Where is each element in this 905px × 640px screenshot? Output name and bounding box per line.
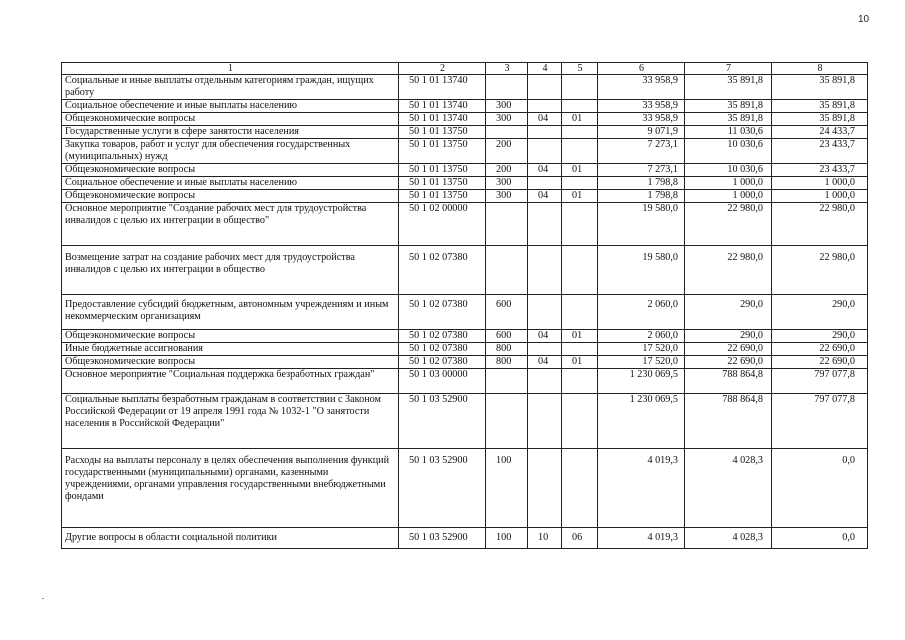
row-code-cell: 50 1 03 00000	[399, 369, 486, 394]
row-code-cell: 50 1 01 13740	[399, 75, 486, 100]
header-cell: 7	[685, 63, 772, 75]
row-expense-type-cell: 800	[486, 356, 528, 369]
row-name-cell: Расходы на выплаты персоналу в целях обеспечения выполнения функций государственными (муниципальными) органами, казенными учреждениями, органами управления государственными внебюджетными фондами	[62, 449, 399, 528]
row-expense-type-cell: 600	[486, 295, 528, 330]
budget-table	[61, 62, 868, 549]
table-row	[62, 203, 868, 246]
row-section-cell	[528, 449, 562, 528]
row-section-cell: 04	[528, 113, 562, 126]
table-row	[62, 394, 868, 449]
row-section-cell	[528, 343, 562, 356]
row-expense-type-cell	[486, 203, 528, 246]
row-code-cell: 50 1 01 13750	[399, 164, 486, 177]
row-subsection-cell	[562, 100, 598, 113]
row-value-col8-cell: 22 690,0	[772, 356, 868, 369]
row-value-col6-cell: 1 230 069,5	[598, 394, 685, 449]
row-subsection-cell	[562, 246, 598, 295]
row-code-cell: 50 1 01 13750	[399, 139, 486, 164]
row-subsection-cell: 01	[562, 113, 598, 126]
row-section-cell: 04	[528, 164, 562, 177]
table-row	[62, 369, 868, 394]
row-name-cell: Закупка товаров, работ и услуг для обеспечения государственных (муниципальных) нужд	[62, 139, 399, 164]
table-row	[62, 449, 868, 528]
row-value-col8-cell: 0,0	[772, 528, 868, 549]
row-value-col6-cell: 9 071,9	[598, 126, 685, 139]
row-value-col7-cell: 35 891,8	[685, 75, 772, 100]
scan-speck	[42, 598, 44, 599]
row-section-cell	[528, 126, 562, 139]
row-value-col8-cell: 24 433,7	[772, 126, 868, 139]
table-row	[62, 190, 868, 203]
row-value-col7-cell: 35 891,8	[685, 100, 772, 113]
row-subsection-cell: 01	[562, 330, 598, 343]
row-value-col7-cell: 22 690,0	[685, 343, 772, 356]
table-row	[62, 356, 868, 369]
row-value-col8-cell: 797 077,8	[772, 394, 868, 449]
header-cell: 1	[62, 63, 399, 75]
row-value-col8-cell: 23 433,7	[772, 139, 868, 164]
row-value-col6-cell: 2 060,0	[598, 330, 685, 343]
row-section-cell	[528, 177, 562, 190]
row-value-col6-cell: 33 958,9	[598, 100, 685, 113]
row-value-col6-cell: 1 798,8	[598, 190, 685, 203]
row-subsection-cell	[562, 449, 598, 528]
row-subsection-cell	[562, 177, 598, 190]
row-section-cell	[528, 75, 562, 100]
row-section-cell: 04	[528, 330, 562, 343]
row-value-col8-cell: 1 000,0	[772, 177, 868, 190]
row-name-cell: Социальное обеспечение и иные выплаты населению	[62, 100, 399, 113]
row-expense-type-cell: 200	[486, 139, 528, 164]
row-code-cell: 50 1 02 07380	[399, 343, 486, 356]
row-subsection-cell	[562, 394, 598, 449]
row-value-col6-cell: 7 273,1	[598, 164, 685, 177]
row-value-col8-cell: 35 891,8	[772, 75, 868, 100]
row-expense-type-cell: 100	[486, 449, 528, 528]
row-value-col6-cell: 17 520,0	[598, 343, 685, 356]
row-code-cell: 50 1 02 00000	[399, 203, 486, 246]
row-section-cell	[528, 246, 562, 295]
row-section-cell	[528, 139, 562, 164]
row-expense-type-cell	[486, 75, 528, 100]
table-row	[62, 246, 868, 295]
row-value-col6-cell: 1 798,8	[598, 177, 685, 190]
row-expense-type-cell: 300	[486, 100, 528, 113]
row-value-col8-cell: 35 891,8	[772, 113, 868, 126]
row-value-col6-cell: 4 019,3	[598, 528, 685, 549]
row-section-cell	[528, 100, 562, 113]
row-value-col6-cell: 19 580,0	[598, 203, 685, 246]
row-name-cell: Общеэкономические вопросы	[62, 164, 399, 177]
row-section-cell	[528, 295, 562, 330]
row-code-cell: 50 1 02 07380	[399, 330, 486, 343]
row-subsection-cell	[562, 295, 598, 330]
header-cell: 4	[528, 63, 562, 75]
row-expense-type-cell	[486, 126, 528, 139]
row-value-col7-cell: 22 980,0	[685, 246, 772, 295]
header-cell: 5	[562, 63, 598, 75]
row-code-cell: 50 1 01 13740	[399, 113, 486, 126]
row-value-col6-cell: 4 019,3	[598, 449, 685, 528]
row-value-col6-cell: 33 958,9	[598, 113, 685, 126]
row-subsection-cell	[562, 139, 598, 164]
row-name-cell: Другие вопросы в области социальной политики	[62, 528, 399, 549]
row-value-col7-cell: 10 030,6	[685, 139, 772, 164]
row-value-col7-cell: 290,0	[685, 295, 772, 330]
row-value-col8-cell: 22 980,0	[772, 203, 868, 246]
row-name-cell: Иные бюджетные ассигнования	[62, 343, 399, 356]
table-row	[62, 100, 868, 113]
row-subsection-cell: 06	[562, 528, 598, 549]
row-value-col8-cell: 23 433,7	[772, 164, 868, 177]
row-name-cell: Государственные услуги в сфере занятости населения	[62, 126, 399, 139]
row-value-col8-cell: 797 077,8	[772, 369, 868, 394]
row-section-cell: 04	[528, 356, 562, 369]
row-name-cell: Социальные и иные выплаты отдельным категориям граждан, ищущих работу	[62, 75, 399, 100]
row-name-cell: Общеэкономические вопросы	[62, 113, 399, 126]
row-code-cell: 50 1 02 07380	[399, 356, 486, 369]
row-expense-type-cell: 300	[486, 190, 528, 203]
table-row	[62, 164, 868, 177]
row-name-cell: Общеэкономические вопросы	[62, 356, 399, 369]
row-subsection-cell	[562, 75, 598, 100]
table-row	[62, 343, 868, 356]
row-code-cell: 50 1 02 07380	[399, 246, 486, 295]
table-row	[62, 126, 868, 139]
table-row	[62, 177, 868, 190]
row-name-cell: Возмещение затрат на создание рабочих мест для трудоустройства инвалидов с целью их интеграции в общество	[62, 246, 399, 295]
row-value-col6-cell: 19 580,0	[598, 246, 685, 295]
row-value-col8-cell: 290,0	[772, 295, 868, 330]
table-row	[62, 528, 868, 549]
row-value-col6-cell: 1 230 069,5	[598, 369, 685, 394]
row-subsection-cell: 01	[562, 164, 598, 177]
row-name-cell: Общеэкономические вопросы	[62, 330, 399, 343]
row-code-cell: 50 1 03 52900	[399, 528, 486, 549]
row-value-col7-cell: 22 690,0	[685, 356, 772, 369]
table-header-row	[62, 63, 868, 75]
row-value-col7-cell: 4 028,3	[685, 449, 772, 528]
row-value-col7-cell: 11 030,6	[685, 126, 772, 139]
header-cell: 8	[772, 63, 868, 75]
row-value-col8-cell: 290,0	[772, 330, 868, 343]
row-code-cell: 50 1 03 52900	[399, 394, 486, 449]
row-section-cell	[528, 203, 562, 246]
row-code-cell: 50 1 01 13740	[399, 100, 486, 113]
row-value-col7-cell: 290,0	[685, 330, 772, 343]
row-value-col7-cell: 788 864,8	[685, 394, 772, 449]
row-value-col8-cell: 22 980,0	[772, 246, 868, 295]
row-expense-type-cell	[486, 394, 528, 449]
row-expense-type-cell	[486, 246, 528, 295]
row-expense-type-cell: 300	[486, 177, 528, 190]
page-number: 10	[858, 14, 870, 25]
row-section-cell: 04	[528, 190, 562, 203]
header-cell: 6	[598, 63, 685, 75]
row-name-cell: Основное мероприятие "Создание рабочих мест для трудоустройства инвалидов с целью их интеграции в общество"	[62, 203, 399, 246]
row-code-cell: 50 1 01 13750	[399, 126, 486, 139]
row-value-col7-cell: 1 000,0	[685, 177, 772, 190]
row-expense-type-cell: 600	[486, 330, 528, 343]
row-value-col7-cell: 22 980,0	[685, 203, 772, 246]
row-value-col6-cell: 17 520,0	[598, 356, 685, 369]
table-row	[62, 75, 868, 100]
row-name-cell: Общеэкономические вопросы	[62, 190, 399, 203]
row-subsection-cell	[562, 126, 598, 139]
row-name-cell: Социальные выплаты безработным гражданам в соответствии с Законом Российской Федерации от 19 апреля 1991 года № 1032-1 "О занятости населения в Российской Федерации"	[62, 394, 399, 449]
row-subsection-cell	[562, 343, 598, 356]
header-cell: 3	[486, 63, 528, 75]
row-expense-type-cell	[486, 369, 528, 394]
row-value-col6-cell: 7 273,1	[598, 139, 685, 164]
row-code-cell: 50 1 03 52900	[399, 449, 486, 528]
row-value-col8-cell: 0,0	[772, 449, 868, 528]
row-name-cell: Основное мероприятие "Социальная поддержка безработных граждан"	[62, 369, 399, 394]
row-value-col8-cell: 1 000,0	[772, 190, 868, 203]
row-code-cell: 50 1 01 13750	[399, 190, 486, 203]
row-expense-type-cell: 300	[486, 113, 528, 126]
row-name-cell: Социальное обеспечение и иные выплаты населению	[62, 177, 399, 190]
row-value-col7-cell: 4 028,3	[685, 528, 772, 549]
header-cell: 2	[399, 63, 486, 75]
row-code-cell: 50 1 01 13750	[399, 177, 486, 190]
row-subsection-cell: 01	[562, 190, 598, 203]
row-expense-type-cell: 800	[486, 343, 528, 356]
row-section-cell: 10	[528, 528, 562, 549]
table-row	[62, 113, 868, 126]
row-value-col7-cell: 35 891,8	[685, 113, 772, 126]
row-expense-type-cell: 100	[486, 528, 528, 549]
row-value-col7-cell: 788 864,8	[685, 369, 772, 394]
row-subsection-cell	[562, 369, 598, 394]
table-row	[62, 295, 868, 330]
row-name-cell: Предоставление субсидий бюджетным, автономным учреждениям и иным некоммерческим организациям	[62, 295, 399, 330]
row-value-col6-cell: 33 958,9	[598, 75, 685, 100]
row-subsection-cell: 01	[562, 356, 598, 369]
table-row	[62, 330, 868, 343]
row-value-col8-cell: 35 891,8	[772, 100, 868, 113]
row-code-cell: 50 1 02 07380	[399, 295, 486, 330]
row-expense-type-cell: 200	[486, 164, 528, 177]
row-value-col7-cell: 1 000,0	[685, 190, 772, 203]
row-subsection-cell	[562, 203, 598, 246]
table-row	[62, 139, 868, 164]
row-section-cell	[528, 394, 562, 449]
row-value-col6-cell: 2 060,0	[598, 295, 685, 330]
row-value-col7-cell: 10 030,6	[685, 164, 772, 177]
row-section-cell	[528, 369, 562, 394]
row-value-col8-cell: 22 690,0	[772, 343, 868, 356]
